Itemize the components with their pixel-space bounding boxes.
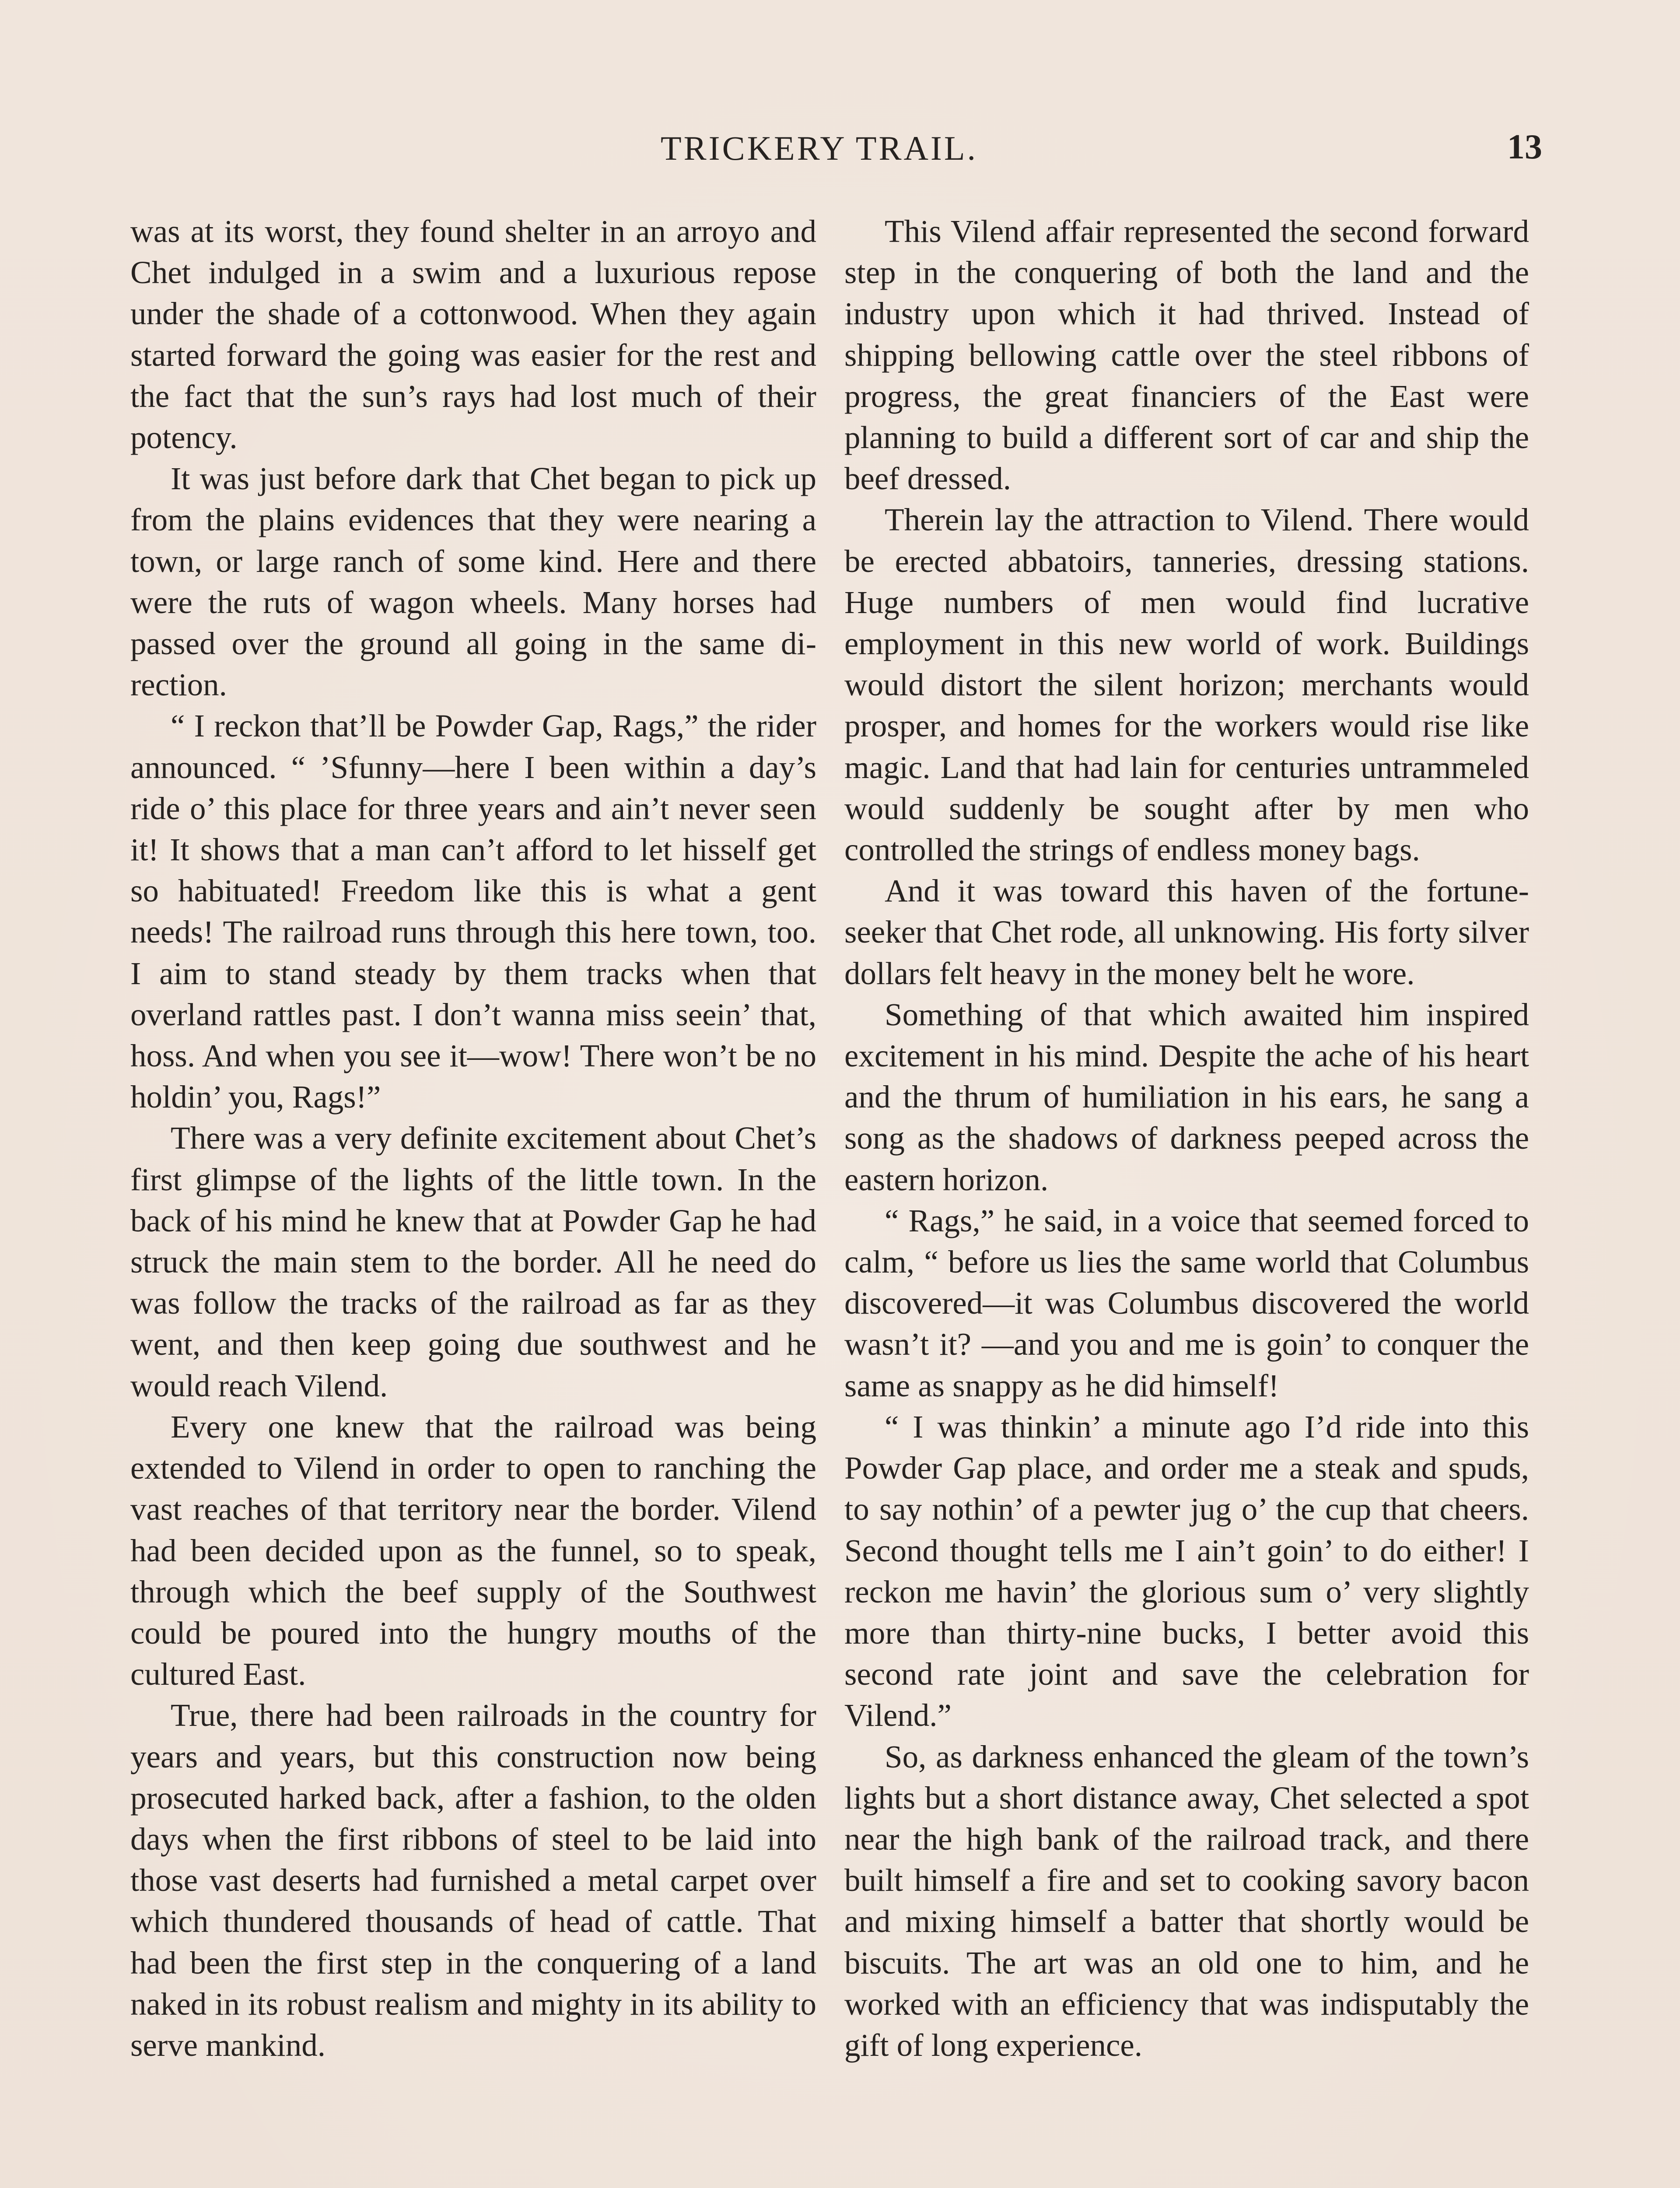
paragraph: It was just before dark that Chet began to pick up from the plains evidences that they were nearing a town, or large ranch of some kind. Here and there were the ruts of wagon wheels. Many horses had passed over the ground all going in the same direction.	[130, 461, 816, 703]
right-column	[844, 211, 1529, 2066]
paragraph: Therein lay the attraction to Vilend. There would be erected abbatoirs, tanneries, dressing stations. Huge numbers of men would find lucrative employment in this new world of work. Buildings would distort the silent horizon; merchants would prosper, and homes for the workers would rise like magic. Land that had lain for centuries untrammeled would suddenly be sought after by men who controlled the strings of endless money bags.	[844, 502, 1529, 868]
paragraph: “ Rags,” he said, in a voice that seemed forced to calm, “ before us lies the same world that Columbus discovered—it was Columbus discovered the world wasn’t it? —and you and me is goin’ to conquer the same as snappy as he did himself!	[844, 1203, 1529, 1403]
paragraph: There was a very definite excitement about Chet’s first glimpse of the lights of the little town. In the back of his mind he knew that at Powder Gap he had struck the main stem to the border. All he need do was follow the tracks of the railroad as far as they went, and then keep going due southwest and he would reach Vilend.	[130, 1120, 816, 1403]
paragraph: “ I reckon that’ll be Powder Gap, Rags,” the rider announced. “ ’Sfunny—here I been within a day’s ride o’ this place for three years and ain’t never seen it! It shows that a man can’t afford to let hisself get so habituated! Freedom like this is what a gent needs! The railroad runs through this here town, too. I aim to stand steady by them tracks when that overland rattles past. I don’t wanna miss seein’ that, hoss. And when you see it—wow! There won’t be no holdin’ you, Rags!”	[130, 708, 816, 1115]
page-number: 13	[1507, 128, 1542, 166]
paragraph: Every one knew that the railroad was being extended to Vilend in order to open to ranching the vast reaches of that territory near the border. Vilend had been decided upon as the funnel, so to speak, through which the beef supply of the Southwest could be poured into the hungry mouths of the cultured East.	[130, 1409, 816, 1692]
paragraph: was at its worst, they found shelter in an arroyo and Chet indulged in a swim and a luxurious repose under the shade of a cottonwood. When they again started forward the going was easier for the rest and the fact that the sun’s rays had lost much of their potency.	[130, 214, 816, 456]
paragraph: True, there had been railroads in the country for years and years, but this construction now being prosecuted harked back, after a fashion, to the olden days when the first ribbons of steel to be laid into those vast deserts had furnished a metal carpet over which thundered thousands of head of cattle. That had been the first step in the conquering of a land naked in its robust realism and mighty in its ability to serve mankind.	[130, 1697, 816, 2063]
paragraph: “ I was thinkin’ a minute ago I’d ride into this Powder Gap place, and order me a steak and spuds, to say nothin’ of a pewter jug o’ the cup that cheers. Second thought tells me I ain’t goin’ to do either! I reckon me havin’ the glorious sum o’ very slightly more than thirty-nine bucks, I better avoid this second rate joint and save the celebration for Vilend.”	[844, 1409, 1529, 1733]
paragraph: And it was toward this haven of the fortune-seeker that Chet rode, all unknowing. His forty silver dollars felt heavy in the money belt he wore.	[844, 873, 1529, 991]
left-column	[130, 211, 816, 2066]
paragraph: Something of that which awaited him inspired excitement in his mind. Despite the ache of his heart and the thrum of humiliation in his ears, he sang a song as the shadows of darkness peeped across the eastern horizon.	[844, 996, 1529, 1197]
running-title: TRICKERY TRAIL.	[661, 129, 978, 167]
paragraph: This Vilend affair represented the second forward step in the conquering of both the land and the industry upon which it had thrived. Instead of shipping bellowing cattle over the steel ribbons of progress, the great financiers of the East were planning to build a different sort of car and ship the beef dressed.	[844, 214, 1529, 497]
paragraph: So, as darkness enhanced the gleam of the town’s lights but a short distance away, Chet selected a spot near the high bank of the railroad track, and there built himself a fire and set to cooking savory bacon and mixing himself a batter that shortly would be biscuits. The art was an old one to him, and he worked with an efficiency that was indisputably the gift of long experience.	[844, 1739, 1529, 2063]
